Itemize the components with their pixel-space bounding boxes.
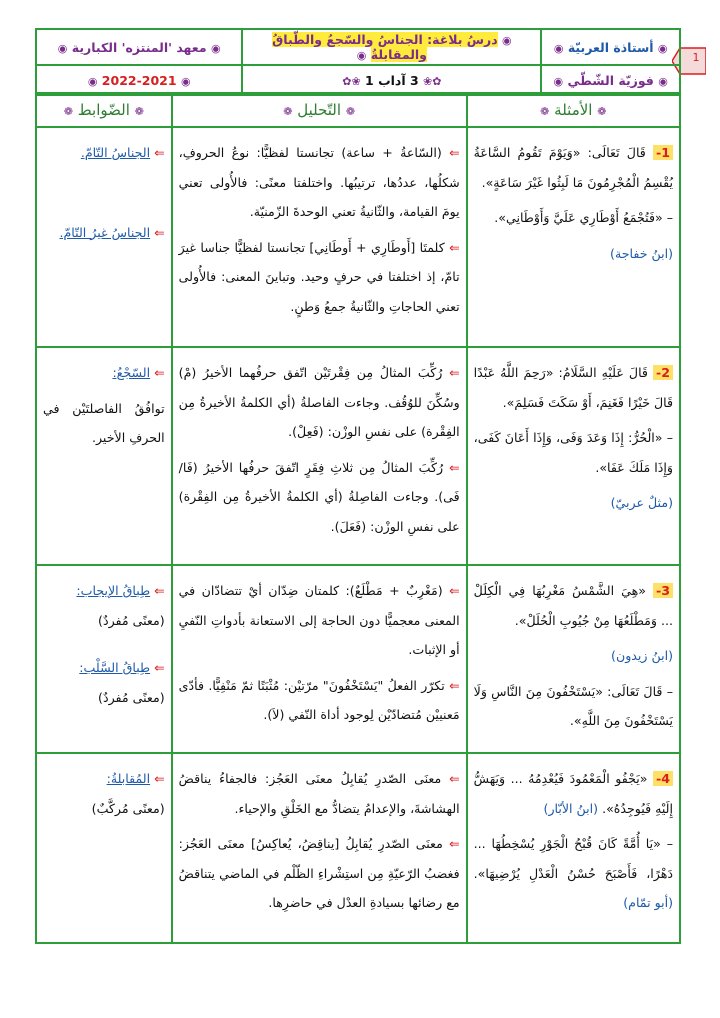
rules-cell (36, 127, 172, 347)
rules-cell (36, 753, 172, 943)
table-row (36, 127, 680, 347)
arrow-icon: ⇐ (449, 770, 460, 786)
rule-definition: (معنًى مُركَّبٌ) (91, 800, 165, 816)
example-source: (أبو تمّام) (623, 895, 673, 911)
example-text: – «الْحُرُّ: إِذَا وَعَدَ وَفَى، وَإِذَا أَعَانَ كَفَى، وَإِذَا مَلَكَ عَفَا». (473, 430, 673, 475)
rule-term: الجناسُ التّامّ. (80, 145, 151, 160)
header-year: ◉ 2022-2021 ◉ (36, 65, 242, 95)
analysis-cell (172, 753, 467, 943)
arrow-icon: ⇐ (449, 677, 460, 693)
example-source: (ابنُ زيدون) (611, 648, 673, 664)
analysis-text: رُكِّبَ المثالُ مِن فِقْرتَيْن اتّفق حرفُهما الأخيرُ (مْ) وسُكِّنَ للوُقُف. وجاءت الفاصلةُ (أي الكلمةُ الأخيرةُ مِن الفِقْرة) على نفسِ الوزْن: (فَعِلْ). (178, 365, 460, 440)
rule-definition: (معنًى مُفردٌ) (98, 612, 165, 628)
arrow-icon: ⇐ (449, 459, 460, 475)
row-number: 4- (653, 771, 673, 786)
arrow-icon: ⇐ (154, 583, 165, 598)
arrow-icon: ⇐ (449, 365, 460, 380)
arrow-icon: ⇐ (449, 145, 460, 160)
rule-term: الجناسُ غيرُ التّامّ. (59, 224, 151, 240)
arrow-icon: ⇐ (154, 660, 165, 676)
table-row (36, 753, 680, 943)
analysis-cell (172, 347, 467, 565)
example-text: – قَالَ تَعَالَى: «يَسْتَخْفُونَ مِنَ النَّاسِ وَلَا يَسْتَخْفُونَ مِنَ اللَّهِ». (473, 683, 673, 729)
analysis-text: (السّاعةُ + ساعة) تجانستا لفظيًّا: نوعُ الحروفِ، شكلُها، عددُها، ترتيبُها. واختلفتا معنًى: فالأُولى تعني يومَ القيامة، والثّانيةُ تعني الوحدةَ الزّمنيّة. (178, 145, 460, 220)
column-examples-heading: ❁ الأمثلة ❁ (467, 93, 680, 127)
column-rules-heading: ❁ الضّوابط ❁ (36, 93, 172, 127)
examples-cell (467, 127, 680, 347)
arrow-icon: ⇐ (154, 770, 165, 786)
rule-term: المُقابلةُ: (106, 770, 151, 786)
example-text: «يَجْفُو الْمَعْمُودَ فَيُعْدِمُهُ ... وَيَهَشُّ إِلَيْهِ فَيُوجِدُهُ». (473, 770, 673, 816)
analysis-cell (172, 565, 467, 753)
arrow-icon: ⇐ (154, 145, 165, 160)
rule-definition: (معنًى مُفردٌ) (98, 689, 165, 705)
table-row (36, 565, 680, 753)
row-number: 1- (653, 145, 673, 160)
header-teacher-name: ◉ فوزيّة الشّطّي ◉ (541, 65, 680, 95)
example-text: – «فَتُجْمَعُ أَوْطَارِي عَلَيَّ وَأَوْطَانِي». (494, 210, 673, 226)
analysis-cell (172, 127, 467, 347)
row-number: 2- (653, 365, 673, 380)
lesson-table (35, 92, 681, 944)
examples-cell (467, 347, 680, 565)
rule-term: طِباقُ الإيجاب: (76, 583, 151, 598)
analysis-text: كلمتَا [أَوطَارِي + أَوطَانِي] تجانستا لفظيًّا جناسا غيرَ تامّ، إذ اختلفتا في حرفٍ وحيد. وتباينَ المعنى: فالأُولى تعني الحاجاتِ والثّانيةُ جمعُ وَطنٍ. (178, 239, 460, 314)
rule-term: السّجْعُ: (112, 365, 151, 380)
rules-cell (36, 565, 172, 753)
example-text: – «يَا أُمَّةً كَانَ قُبْحُ الْجَوْرِ يُسْخِطُهَا ... دَهْرًا، فَأَصْبَحَ حُسْنُ الْعَدْلِ يُرْضِيهَا». (473, 836, 673, 881)
analysis-text: تكرّر الفعلُ "يَسْتَخْفُونَ" مرّتيْن: مُثْبَتًا ثمّ مَنْفِيًّا. فأدّى مَعنييْن مُتضادّيْن لِوجود أداة النّفي (لاَ). (178, 677, 460, 723)
example-text: «هِيَ الشَّمْسُ مَغْرِبُهَا فِي الْكِلَلْ ... وَمَطْلَعُهَا مِنْ جُيُوبِ الْحُلَلْ». (473, 583, 673, 628)
header-teacher-label: ◉ أستاذة العربيّة ◉ (541, 29, 680, 65)
analysis-text: (مَغْرِبٌ + مَطْلَعٌ): كلمتان ضِدّان أيْ تتضادّان في المعنى معجميًّا دون الحاجة إلى الاستعانة بأدواتِ النّفيِ أو الإثبات. (178, 583, 460, 658)
header-class: ✿❀ 3 آداب 1 ❀✿ (242, 65, 541, 95)
example-text: قَالَ تَعَالَى: «وَيَوْمَ تَقُومُ السَّاعَةُ يُقْسِمُ الْمُجْرِمُونَ مَا لَبِثُوا غَيْرَ سَاعَةٍ». (473, 145, 673, 190)
example-source: (ابنُ الأبّار) (543, 800, 599, 816)
analysis-text: معنَى الصّدرِ يُقابِلُ معنَى العَجُز: فالجفاءُ يناقضُ الهشاشةَ، والإعدامُ يتضادُّ مع الخَلْقِ والإحياء. (178, 770, 460, 816)
header-school: ◉ معهد 'المنتزه' الكبارية ◉ (36, 29, 242, 65)
arrow-icon: ⇐ (154, 365, 165, 380)
rule-definition: توافُقُ الفاصلتَيْن في الحرفِ الأخير. (43, 400, 165, 446)
examples-cell (467, 753, 680, 943)
examples-cell (467, 565, 680, 753)
example-source: (ابنُ خفاجة) (610, 245, 673, 261)
example-source: (مثلٌ عربيّ) (610, 495, 673, 511)
page-number: 1 (692, 51, 700, 64)
header-table (35, 28, 681, 96)
header-lesson: ◉ درسُ بلاغة: الجناسُ والسّجعُ والطّباقُ والمقابلةُ ◉ (242, 29, 541, 65)
rules-cell (36, 347, 172, 565)
analysis-text: معنَى الصّدرِ يُقابِلُ [يناقِضُ، يُعاكِسُ] معنَى العَجُز: فغضبُ الرّعيّةِ مِن استِشْراءِ الظّلْم في الماضي يتناقضُ مع رضائها بسيادةِ العدْل في حاضرِها. (178, 836, 460, 911)
example-text: قَالَ عَلَيْهِ السَّلَامُ: «رَحِمَ اللَّهُ عَبْدًا قَالَ خَيْرًا فَغَنِمَ، أَوْ سَكَتَ فَسَلِمَ». (473, 365, 673, 410)
arrow-icon: ⇐ (449, 583, 460, 598)
column-headers (36, 93, 680, 127)
rule-term: طِباقُ السَّلْب: (79, 660, 151, 676)
table-row (36, 347, 680, 565)
analysis-text: رُكِّبَ المثالُ مِن ثلاثِ فِقَرٍ اتّفقَ حرفُها الأخيرُ (فَا/فَى). وجاءت الفاصِلةُ (أي الكلمةُ الأخيرةُ مِن الفِقْرة) على نفسِ الوزْن: (فَعَلَ). (178, 459, 460, 534)
column-analysis-heading: ❁ التّحليل ❁ (172, 93, 467, 127)
arrow-icon: ⇐ (449, 836, 460, 852)
row-number: 3- (653, 583, 673, 598)
arrow-icon: ⇐ (154, 224, 165, 240)
arrow-icon: ⇐ (449, 239, 460, 255)
